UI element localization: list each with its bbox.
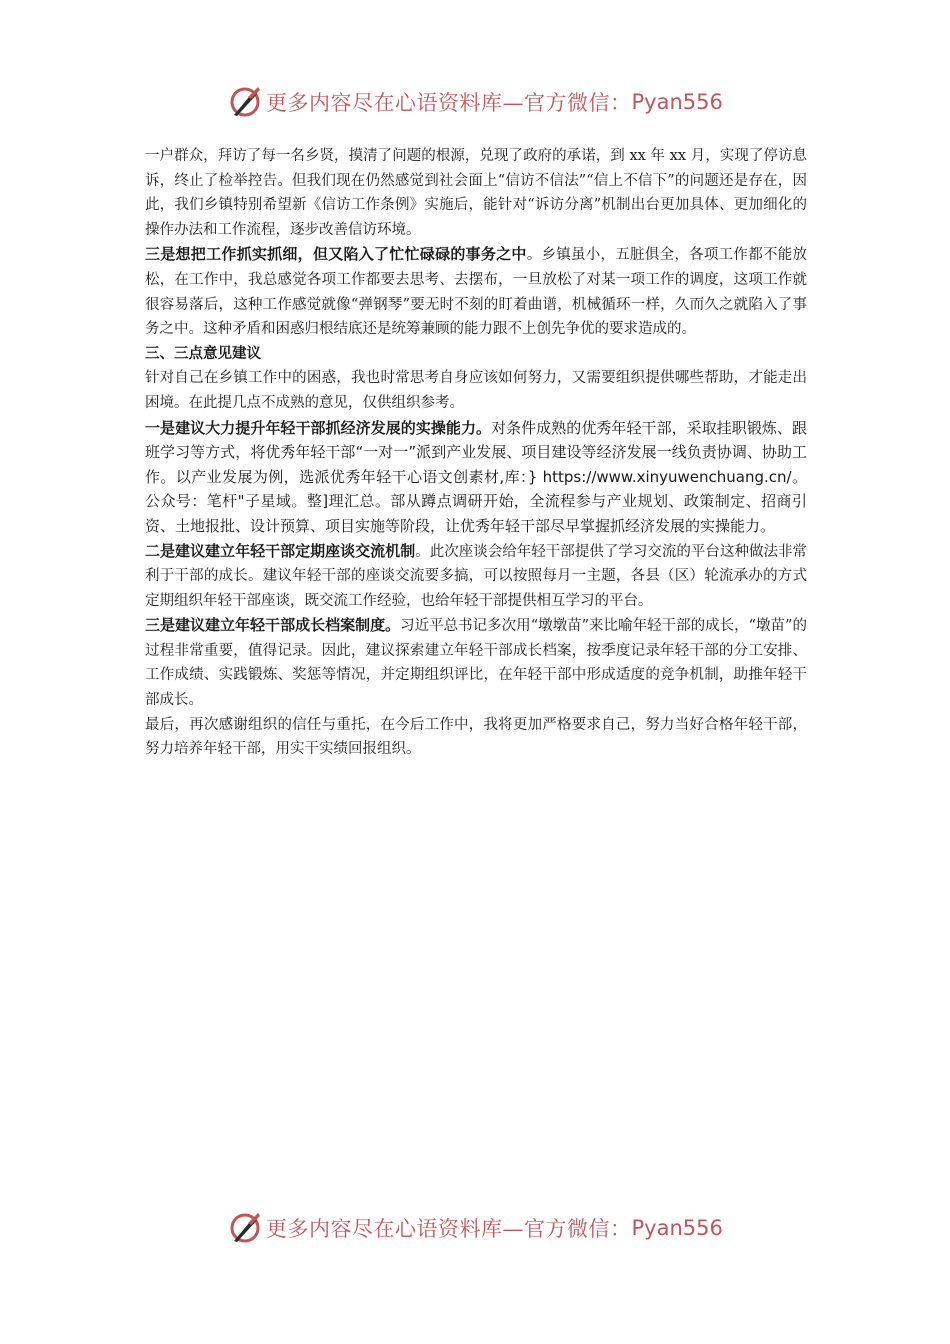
- paragraph-2-text: 。乡镇虽小，五脏俱全，各项工作都不能放松，在工作中，我总感觉各项工作都要去思考、去摆布，一旦放松了对某一项工作的调度，这项工作就很容易落后，这种工作感觉就像“弹钢琴”要无时不刻的盯着曲谱，机械循环一样，久而久之就陷入了事务之中。这种矛盾和困惑归根结底还是统筹兼顾的能力跟不上创先争优的要求造成的。: [145, 247, 807, 338]
- paragraph-7: [145, 613, 807, 712]
- paragraph-2-lead: 三是想把工作抓实抓细，但又陷入了忙忙碌碌的事务之中: [145, 245, 527, 264]
- header-text: 更多内容尽在心语资料库—官方微信：: [266, 91, 632, 115]
- paragraph-5: [145, 416, 807, 539]
- paragraph-6: [145, 539, 807, 614]
- footer-text: 更多内容尽在心语资料库—官方微信：: [266, 1217, 632, 1241]
- footer-watermark: [228, 1208, 748, 1248]
- quill-seal-icon: [228, 1211, 262, 1245]
- paragraph-5-lead: 一是建议大力提升年轻干部抓经济发展的实操能力。: [145, 418, 492, 437]
- paragraph-2: [145, 242, 807, 341]
- header-wechat-id: Pyan556: [631, 90, 723, 114]
- header-watermark: [228, 82, 748, 122]
- paragraph-6-lead: 二是建议建立年轻干部定期座谈交流机制: [145, 541, 416, 560]
- paragraph-7-text: 习近平总书记多次用“墩墩苗”来比喻年轻干部的成长，“墩苗”的过程非常重要，值得记录。因此，建议探索建立年轻干部成长档案，按季度记录年轻干部的分工安排、工作成绩、实践锻炼、奖惩等情况，并定期组织评比，在年轻干部中形成适度的竞争机制，助推年轻干部成长。: [145, 618, 807, 709]
- paragraph-6-text: 。此次座谈会给年轻干部提供了学习交流的平台这种做法非常利于干部的成长。建议年轻干部的座谈交流要多搞，可以按照每月一主题，各县（区）轮流承办的方式定期组织年轻干部座谈，既交流工作经验，也给年轻干部提供相互学习的平台。: [145, 543, 807, 609]
- footer-wechat-id: Pyan556: [631, 1216, 723, 1240]
- paragraph-7-lead: 三是建议建立年轻干部成长档案制度。: [145, 616, 401, 635]
- document-body: [145, 144, 807, 762]
- quill-seal-icon: [228, 85, 262, 119]
- section-heading-3: 三、三点意见建议: [145, 344, 261, 362]
- paragraph-1: 一户群众，拜访了每一名乡贤，摸清了问题的根源，兑现了政府的承诺，到 xx 年 xx 月，实现了停访息诉，终止了检举控告。但我们现在仍然感觉到社会面上“信访不信法”“信上不信下”的问题还是存在，因此，我们乡镇特别希望新《信访工作条例》实施后，能针对“诉访分离”机制出台更加具体、更加细化的操作办法和工作流程，逐步改善信访环境。: [145, 148, 807, 238]
- paragraph-5-text: 对条件成熟的优秀年轻干部，采取挂职锻炼、跟班学习等方式，将优秀年轻干部“一对一”派到产业发展、项目建设等经济发展一线负责协调、协助工作。以产业发展为例，选派优秀年轻干心语文创素材,库：} https://www.xinyuwenchuang.cn/。公众号：笔杆"子星域。整]理汇总。部从蹲点调研开始，全流程参与产业规划、政策制定、招商引资、土地报批、设计预算、项目实施等阶段，让优秀年轻干部尽早掌握抓经济发展的实操能力。: [145, 418, 807, 535]
- paragraph-8: 最后，再次感谢组织的信任与重托，在今后工作中，我将更加严格要求自己，努力当好合格年轻干部，努力培养年轻干部，用实干实绩回报组织。: [145, 716, 807, 758]
- paragraph-4: 针对自己在乡镇工作中的困惑，我也时常思考自身应该如何努力，又需要组织提供哪些帮助，才能走出困境。在此提几点不成熟的意见，仅供组织参考。: [145, 370, 807, 411]
